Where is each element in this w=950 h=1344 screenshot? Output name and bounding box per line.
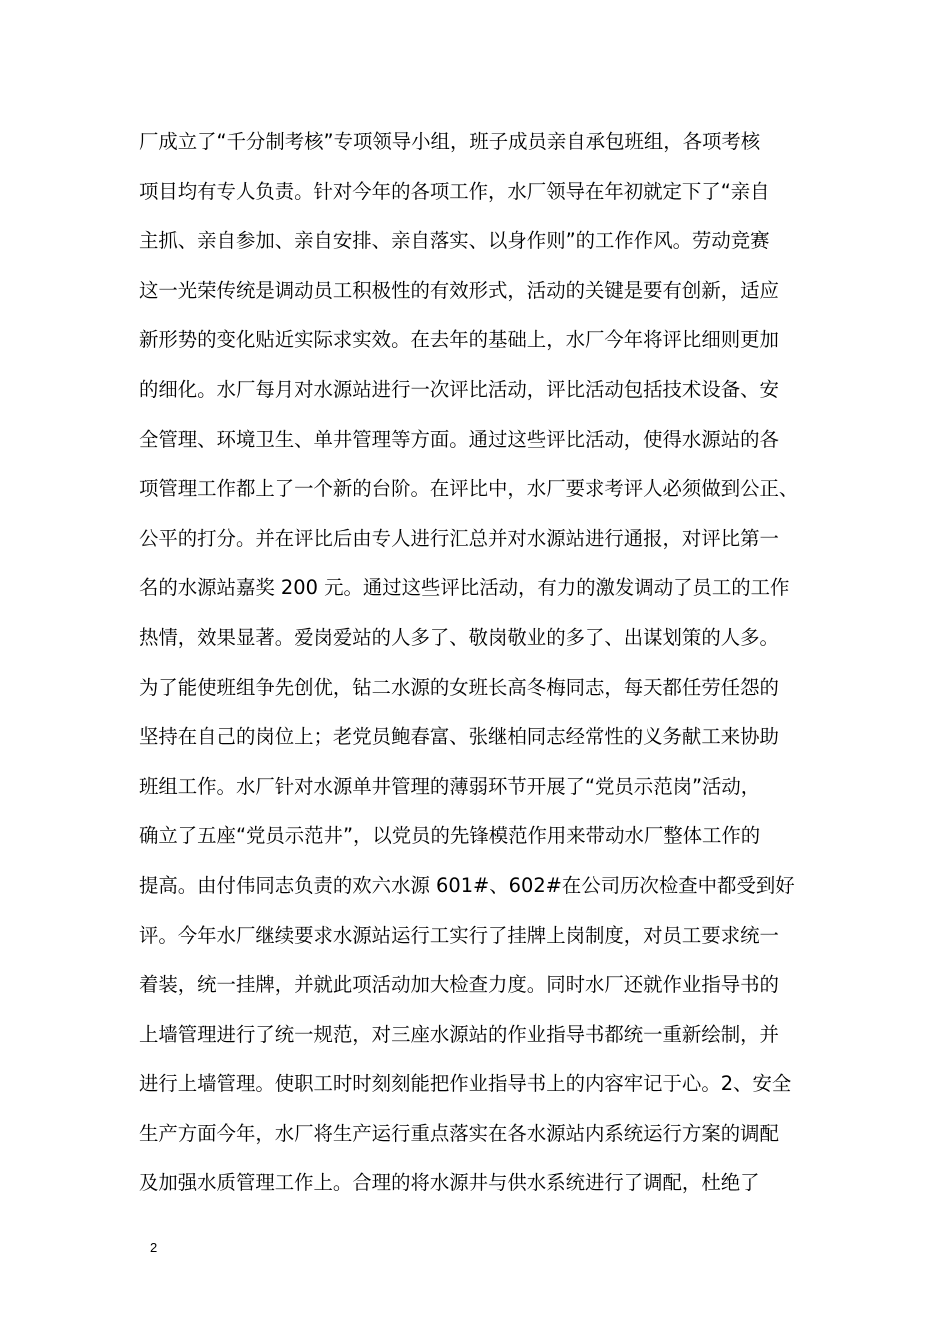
text-line: 的细化。水厂每月对水源站进行一次评比活动，评比活动包括技术设备、安	[139, 377, 779, 401]
text-line: 厂成立了“千分制考核”专项领导小组，班子成员亲自承包班组，各项考核	[139, 130, 761, 153]
text-line: 热情，效果显著。爱岗爱站的人多了、敬岗敬业的多了、出谋划策的人多。	[139, 625, 779, 649]
text-line: 项目均有专人负责。针对今年的各项工作，水厂领导在年初就定下了“亲自	[139, 179, 770, 203]
text-line: 提高。由付伟同志负责的欢六水源 601#、602#在公司历次检查中都受到好	[139, 873, 795, 897]
text-line: 班组工作。水厂针对水源单井管理的薄弱环节开展了“党员示范岗”活动，	[139, 774, 761, 798]
text-line: 全管理、环境卫生、单井管理等方面。通过这些评比活动，使得水源站的各	[139, 427, 779, 451]
text-line: 上墙管理进行了统一规范，对三座水源站的作业指导书都统一重新绘制，并	[139, 1022, 779, 1046]
text-line: 确立了五座“党员示范井”，以党员的先锋模范作用来带动水厂整体工作的	[139, 824, 761, 848]
text-line: 评。今年水厂继续要求水源站运行工实行了挂牌上岗制度，对员工要求统一	[139, 923, 779, 947]
text-line: 公平的打分。并在评比后由专人进行汇总并对水源站进行通报，对评比第一	[139, 526, 779, 550]
text-line: 进行上墙管理。使职工时时刻刻能把作业指导书上的内容牢记于心。2、安全	[139, 1072, 792, 1096]
text-line: 项管理工作都上了一个新的台阶。在评比中，水厂要求考评人必须做到公正、	[139, 477, 799, 501]
text-line: 及加强水质管理工作上。合理的将水源井与供水系统进行了调配，杜绝了	[139, 1171, 760, 1195]
text-line: 生产方面今年，水厂将生产运行重点落实在各水源站内系统运行方案的调配	[139, 1121, 779, 1145]
text-line: 这一光荣传统是调动员工积极性的有效形式，活动的关键是要有创新，适应	[139, 278, 779, 302]
page-number: 2	[150, 1240, 158, 1255]
text-line: 新形势的变化贴近实际求实效。在去年的基础上，水厂今年将评比细则更加	[139, 328, 779, 352]
text-line: 着装，统一挂牌，并就此项活动加大检查力度。同时水厂还就作业指导书的	[139, 973, 779, 997]
body-text	[139, 117, 839, 1208]
text-line: 坚持在自己的岗位上；老党员鲍春富、张继柏同志经常性的义务献工来协助	[139, 725, 779, 749]
text-line: 主抓、亲自参加、亲自安排、亲自落实、以身作则”的工作作风。劳动竞赛	[139, 229, 770, 253]
text-line: 为了能使班组争先创优，钻二水源的女班长高冬梅同志，每天都任劳任怨的	[139, 675, 779, 699]
text-line: 名的水源站嘉奖 200 元。通过这些评比活动，有力的激发调动了员工的工作	[139, 576, 790, 600]
